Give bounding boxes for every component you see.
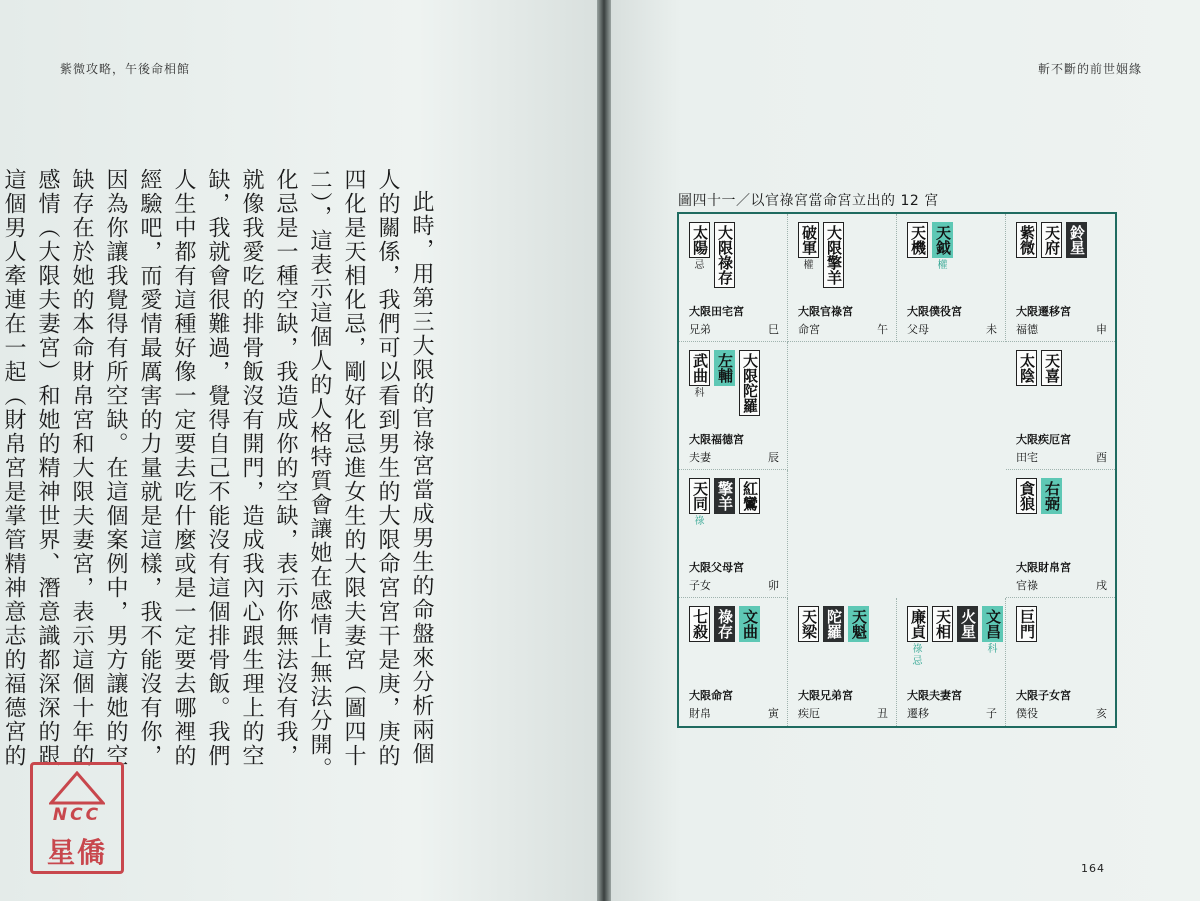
star-name: 武曲 <box>689 350 710 386</box>
daxian-palace-label: 大限僕役宮 <box>907 305 962 318</box>
star-name: 文昌 <box>982 606 1003 642</box>
palace-stars <box>689 606 760 642</box>
star <box>982 606 1003 656</box>
palace-cell <box>1006 214 1115 342</box>
star-name: 左輔 <box>714 350 735 386</box>
figure-caption: 圖四十一／以官祿宮當命宮立出的 12 宮 <box>678 193 939 209</box>
stamp-cjk-text: 星僑 <box>46 836 107 869</box>
sihua-marker: 權 <box>937 260 948 271</box>
daxian-palace-label: 大限疾厄宮 <box>1016 433 1071 446</box>
palace-cell <box>1006 598 1115 726</box>
sihua-marker: 科 <box>987 644 998 655</box>
star-name: 文曲 <box>739 606 760 642</box>
star-name: 天魁 <box>848 606 869 642</box>
star <box>1066 222 1087 258</box>
natal-palace-label: 父母 <box>907 323 929 336</box>
star <box>1041 222 1062 258</box>
palace-cell <box>679 342 788 470</box>
daxian-palace-label: 大限兄弟宮 <box>798 689 853 702</box>
daxian-palace-label: 大限福德宮 <box>689 433 744 446</box>
star <box>714 478 735 514</box>
star-name: 天梁 <box>798 606 819 642</box>
stamp-latin-text: NCC <box>52 805 102 825</box>
star-name: 祿存 <box>714 606 735 642</box>
star <box>689 222 710 272</box>
star-name: 天同 <box>689 478 710 514</box>
sihua-marker: 權 <box>803 260 814 271</box>
natal-palace-label: 財帛 <box>689 707 711 720</box>
earthly-branch-label: 巳 <box>768 323 779 336</box>
star <box>1016 222 1037 258</box>
star <box>932 606 953 642</box>
star <box>823 606 844 642</box>
star-name: 右弼 <box>1041 478 1062 514</box>
natal-palace-label: 子女 <box>689 579 711 592</box>
star <box>798 222 819 272</box>
star-name: 太陽 <box>689 222 710 258</box>
earthly-branch-label: 午 <box>877 323 888 336</box>
star <box>907 222 928 258</box>
star <box>932 222 953 272</box>
star-name: 紅鸞 <box>739 478 760 514</box>
palace-cell <box>788 598 897 726</box>
star <box>739 350 760 416</box>
page-number: 164 <box>1081 862 1105 875</box>
star-name: 太陰 <box>1016 350 1037 386</box>
natal-palace-label: 福德 <box>1016 323 1038 336</box>
earthly-branch-label: 卯 <box>768 579 779 592</box>
star <box>714 606 735 642</box>
sihua-marker: 忌 <box>694 260 705 271</box>
star-name: 破軍 <box>798 222 819 258</box>
natal-palace-label: 夫妻 <box>689 451 711 464</box>
palace-stars <box>907 222 953 272</box>
palace-stars <box>689 478 760 528</box>
palace-stars <box>798 222 844 288</box>
star-name: 天府 <box>1041 222 1062 258</box>
star <box>1041 350 1062 386</box>
star-name: 大限擎羊 <box>823 222 844 288</box>
sihua-marker: 祿 忌 <box>912 644 923 667</box>
earthly-branch-label: 酉 <box>1096 451 1107 464</box>
star-name: 巨門 <box>1016 606 1037 642</box>
star-name: 七殺 <box>689 606 710 642</box>
astrology-chart-grid <box>677 212 1117 728</box>
star-name: 貪狼 <box>1016 478 1037 514</box>
earthly-branch-label: 辰 <box>768 451 779 464</box>
star <box>848 606 869 642</box>
earthly-branch-label: 子 <box>986 707 997 720</box>
star <box>823 222 844 288</box>
star-name: 天鉞 <box>932 222 953 258</box>
palace-stars <box>1016 478 1062 514</box>
star <box>1016 350 1037 386</box>
star-name: 陀羅 <box>823 606 844 642</box>
palace-cell <box>788 214 897 342</box>
star <box>798 606 819 642</box>
earthly-branch-label: 寅 <box>768 707 779 720</box>
left-page <box>0 0 597 901</box>
palace-cell <box>1006 342 1115 470</box>
palace-cell <box>679 598 788 726</box>
daxian-palace-label: 大限遷移宮 <box>1016 305 1071 318</box>
natal-palace-label: 疾厄 <box>798 707 820 720</box>
earthly-branch-label: 申 <box>1096 323 1107 336</box>
star <box>714 222 735 288</box>
palace-cell <box>897 214 1006 342</box>
natal-palace-label: 遷移 <box>907 707 929 720</box>
star-name: 火星 <box>957 606 978 642</box>
star <box>689 350 710 400</box>
star <box>689 478 710 528</box>
star-name: 擎羊 <box>714 478 735 514</box>
palace-stars <box>689 222 735 288</box>
star <box>1041 478 1062 514</box>
body-paragraph: 此時，用第三大限的官祿宮當成男生的命盤來分析兩個人的關係，我們可以看到男生的大限命宮宮干是庚，庚的四化是天相化忌，剛好化忌進女生的大限夫妻宮（圖四十二），這表示這個人的人格特質會讓她在感情上無法分開。化忌是一種空缺，我造成你的空缺，表示你無法沒有我，就像我愛吃的排骨飯沒有開門，造成我內心跟生理上的空缺，我就會很難過，覺得自己不能沒有這個排骨飯。我們人生中都有這種好像一定要去吃什麼或是一定要去哪裡的經驗吧，而愛情最厲害的力量就是這樣，我不能沒有你，因為你讓我覺得有所空缺。在這個案例中，男方讓她的空缺存在於她的本命財帛宮和大限夫妻宮，表示這個十年的感情（大限夫妻宮）和她的精神世界、潛意識都深深的跟這個男人牽連在一起（財帛宮是掌管精神意志的福德宮的 <box>1 168 434 781</box>
book-gutter <box>597 0 611 901</box>
star <box>714 350 735 386</box>
palace-stars <box>1016 350 1062 386</box>
palace-cell <box>897 598 1006 726</box>
daxian-palace-label: 大限財帛宮 <box>1016 561 1071 574</box>
star-name: 天相 <box>932 606 953 642</box>
star-name: 鈴星 <box>1066 222 1087 258</box>
palace-cell <box>1006 470 1115 598</box>
earthly-branch-label: 丑 <box>877 707 888 720</box>
daxian-palace-label: 大限命宮 <box>689 689 733 702</box>
star <box>907 606 928 668</box>
star-name: 天喜 <box>1041 350 1062 386</box>
palace-stars <box>1016 222 1087 258</box>
star <box>1016 478 1037 514</box>
running-head-right: 斬不斷的前世姻緣 <box>1037 62 1142 76</box>
palace-stars <box>1016 606 1037 642</box>
body-text <box>1 168 438 788</box>
star <box>739 606 760 642</box>
palace-cell <box>679 470 788 598</box>
star <box>1016 606 1037 642</box>
star-name: 紫微 <box>1016 222 1037 258</box>
running-head-left: 紫微攻略，午後命相館 <box>60 62 191 76</box>
star <box>739 478 760 514</box>
star-name: 大限陀羅 <box>739 350 760 416</box>
natal-palace-label: 田宅 <box>1016 451 1038 464</box>
ncc-stamp-logo <box>30 762 124 874</box>
star <box>689 606 710 642</box>
natal-palace-label: 官祿 <box>1016 579 1038 592</box>
sihua-marker: 祿 <box>694 516 705 527</box>
daxian-palace-label: 大限田宅宮 <box>689 305 744 318</box>
natal-palace-label: 命宮 <box>798 323 820 336</box>
sihua-marker: 科 <box>694 388 705 399</box>
daxian-palace-label: 大限父母宮 <box>689 561 744 574</box>
earthly-branch-label: 戌 <box>1096 579 1107 592</box>
palace-stars <box>798 606 869 642</box>
star-name: 天機 <box>907 222 928 258</box>
daxian-palace-label: 大限子女宮 <box>1016 689 1071 702</box>
star <box>957 606 978 642</box>
natal-palace-label: 僕役 <box>1016 707 1038 720</box>
daxian-palace-label: 大限官祿宮 <box>798 305 853 318</box>
natal-palace-label: 兄弟 <box>689 323 711 336</box>
triangle-icon <box>49 771 105 805</box>
star-name: 廉貞 <box>907 606 928 642</box>
earthly-branch-label: 亥 <box>1096 707 1107 720</box>
star-name: 大限祿存 <box>714 222 735 288</box>
palace-stars <box>907 606 1003 668</box>
palace-cell <box>679 214 788 342</box>
palace-stars <box>689 350 760 416</box>
daxian-palace-label: 大限夫妻宮 <box>907 689 962 702</box>
earthly-branch-label: 未 <box>986 323 997 336</box>
